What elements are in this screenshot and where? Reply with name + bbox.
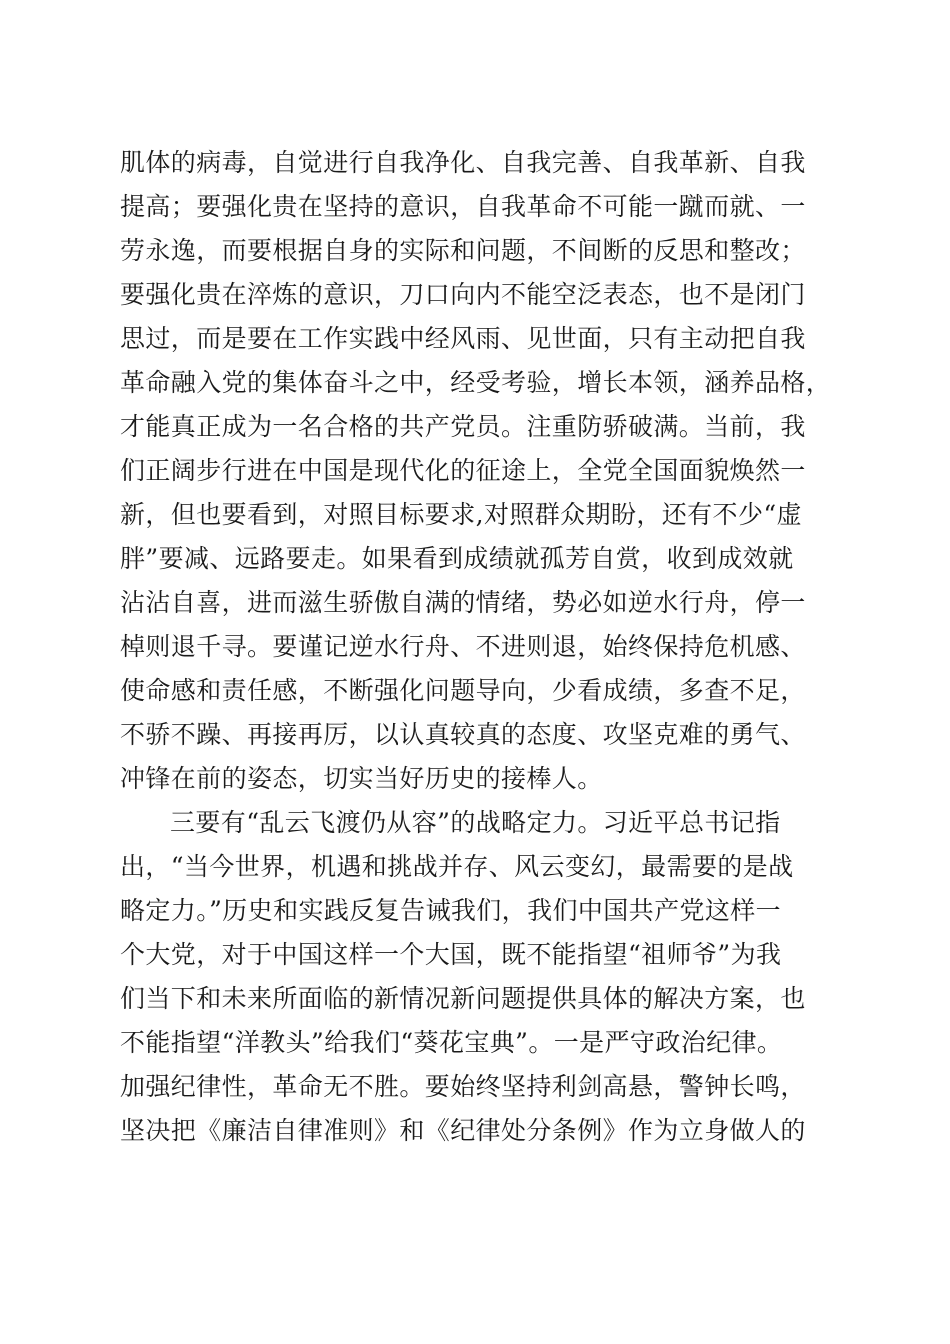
text-line: 新，但也要看到，对照目标要求,对照群众期盼，还有不少“虚 <box>120 500 802 529</box>
text-line: 略定力。”历史和实践反复告诫我们，我们中国共产党这样一 <box>120 896 782 925</box>
text-line: 不骄不躁、再接再厉，以认真较真的态度、攻坚克难的勇气、 <box>120 720 806 749</box>
text-line: 劳永逸，而要根据自身的实际和问题，不间断的反思和整改； <box>120 236 806 265</box>
text-line: 不能指望“洋教头”给我们“葵花宝典”。一是严守政治纪律。 <box>120 1028 783 1057</box>
text-line: 们当下和未来所面临的新情况新问题提供具体的解决方案，也 <box>120 984 806 1013</box>
text-line: 肌体的病毒，自觉进行自我净化、自我完善、自我革新、自我 <box>120 148 806 177</box>
text-line: 才能真正成为一名合格的共产党员。注重防骄破满。当前，我 <box>120 412 806 441</box>
text-line: 思过，而是要在工作实践中经风雨、见世面，只有主动把自我 <box>120 324 806 353</box>
text-line: 要强化贵在淬炼的意识，刀口向内不能空泛表态，也不是闭门 <box>120 280 806 309</box>
text-line: 使命感和责任感，不断强化问题导向，少看成绩，多查不足， <box>120 676 806 705</box>
paragraph-start-line: 三要有“乱云飞渡仍从容”的战略定力。习近平总书记指 <box>170 808 781 837</box>
body-text <box>120 141 860 1153</box>
text-line: 们正阔步行进在中国是现代化的征途上，全党全国面貌焕然一 <box>120 456 806 485</box>
text-line: 棹则退千寻。要谨记逆水行舟、不进则退，始终保持危机感、 <box>120 632 806 661</box>
text-line: 提高；要强化贵在坚持的意识，自我革命不可能一蹴而就、一 <box>120 192 806 221</box>
text-line: 加强纪律性，革命无不胜。要始终坚持利剑高悬，警钟长鸣， <box>120 1072 806 1101</box>
text-line: 个大党，对于中国这样一个大国，既不能指望“祖师爷”为我 <box>120 940 782 969</box>
text-line: 冲锋在前的姿态，切实当好历史的接棒人。 <box>120 764 603 793</box>
text-line: 沾沾自喜，进而滋生骄傲自满的情绪，势必如逆水行舟，停一 <box>120 588 806 617</box>
text-line: 坚决把《廉洁自律准则》和《纪律处分条例》作为立身做人的 <box>120 1116 806 1145</box>
text-line: 出，“当今世界，机遇和挑战并存、风云变幻，最需要的是战 <box>120 852 794 881</box>
text-line: 胖”要减、远路要走。如果看到成绩就孤芳自赏，收到成效就 <box>120 544 794 573</box>
text-line: 革命融入党的集体奋斗之中，经受考验，增长本领，涵养品格， <box>120 368 832 397</box>
